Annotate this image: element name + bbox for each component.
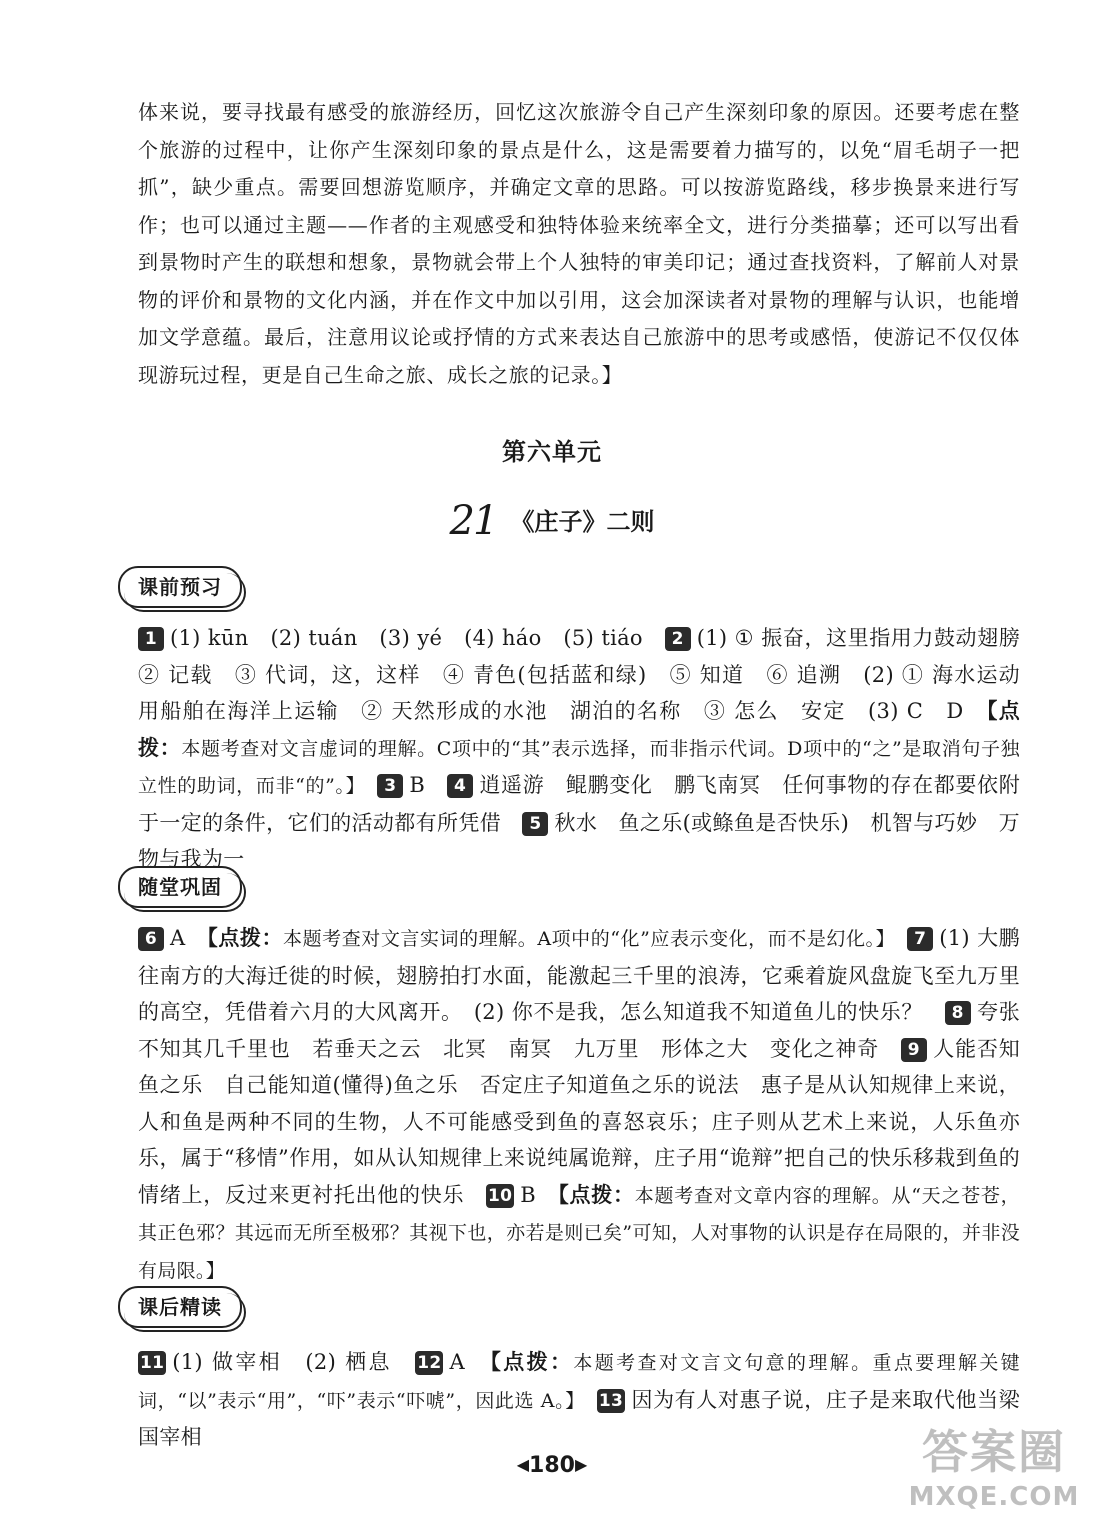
lesson-title: [0, 498, 1104, 544]
question-number: 3: [377, 774, 403, 798]
question-number: 5: [522, 812, 548, 836]
left-arrow-icon: ◀: [516, 1455, 530, 1474]
watermark-logo: [894, 1422, 1094, 1532]
question-number: 13: [598, 1390, 624, 1411]
unit-title: 第六单元: [502, 438, 602, 466]
question-number: 1: [138, 627, 164, 651]
answer-text: 人能否知鱼之乐 自己能知道(懂得)鱼之乐 否定庄子知道鱼之乐的说法 惠子是从认知规律上来说，人和鱼是两种不同的生物，人不可能感受到鱼的喜怒哀乐；庄子则从艺术上来说，人乐鱼亦乐，属于“移情”作用，如从认知规律上来说纯属诡辩，庄子用“诡辩”把自己的快乐移栽到鱼的情绪上，反过来更衬托出他的快乐: [138, 1036, 1020, 1207]
answer-text: A: [449, 1350, 465, 1374]
right-arrow-icon: ▶: [574, 1455, 588, 1474]
tip-label: 【点拨：: [490, 1350, 574, 1374]
answer-text: (1) ① 振奋，这里指用力鼓动翅膀 ② 记载 ③ 代词，这，这样 ④ 青色(包括蓝和绿) ⑤ 知道 ⑥ 追溯 (2) ① 海水运动 用船舶在海洋上运输 ② 天然形成的水池 湖泊的名称 ③ 怎么 安定 (3) C D: [138, 626, 1042, 723]
tip-label: 【点拨：: [558, 1182, 635, 1207]
question-number: 9: [901, 1038, 927, 1062]
section-reading-answers: [138, 1344, 1020, 1456]
section-practice-answers: [138, 920, 1042, 1289]
lesson-number: 21: [449, 498, 497, 544]
lesson-name: 《庄子》二则: [510, 508, 655, 536]
tip-label: 【点拨：: [207, 926, 284, 950]
answer-text: 秋水 鱼之乐(或鲦鱼是否快乐) 机智与巧妙 万物与我为一: [138, 810, 1020, 871]
tip-text: 本题考查对文言文句意的理解。重点要理解关键词，“以”表示“用”，“吓”表示“吓唬”，因此选 A。】: [138, 1352, 1020, 1412]
page-number-value: 180: [529, 1453, 575, 1478]
answer-text: (1) 大鹏往南方的大海迁徙的时候，翅膀拍打水面，能激起三千里的浪涛，它乘着旋风盘旋飞至九万里的高空，凭借着六月的大风离开。 (2) 你不是我，怎么知道我不知道鱼儿的快乐？: [138, 926, 1020, 1024]
section-label-practice: 随堂巩固: [118, 866, 242, 908]
section-label-preview: 课前预习: [118, 566, 242, 608]
question-number: 4: [447, 774, 473, 798]
section-preview-answers: [138, 620, 1042, 878]
answer-text: (1) kūn (2) tuán (3) yé (4) háo (5) tiáo: [170, 626, 643, 650]
intro-paragraph: 体来说，要寻找最有感受的旅游经历，回忆这次旅游令自己产生深刻印象的原因。还要考虑在整个旅游的过程中，让你产生深刻印象的景点是什么，这是需要着力描写的，以免“眉毛胡子一把抓”，缺少重点。需要回想游览顺序，并确定文章的思路。可以按游览路线，移步换景来进行写作；也可以通过主题——作者的主观感受和独特体验来统率全文，进行分类描摹；还可以写出看到景物时产生的联想和想象，景物就会带上个人独特的审美印记；通过查找资料，了解前人对景物的评价和景物的文化内涵，并在作文中加以引用，这会加深读者对景物的理解与认识，也能增加文学意蕴。最后，注意用议论或抒情的方式来表达自己旅游中的思考或感悟，使游记不仅仅体现游玩过程，更是自己生命之旅、成长之旅的记录。】: [138, 100, 1020, 387]
answer-text: B: [409, 773, 426, 797]
tip-text: 本题考查对文章内容的理解。从“天之苍苍，其正色邪？其远而无所至极邪？其视下也，亦若是则已矣”可知，人对事物的认识是存在局限的，并非没有局限。】: [138, 1184, 1020, 1282]
tip-text: 本题考查对文言实词的理解。A项中的“化”应表示变化，而不是幻化。】: [283, 928, 886, 950]
watermark-url: MXQE.COM: [908, 1482, 1080, 1512]
question-number: 12: [417, 1353, 442, 1373]
question-number: 11: [140, 1353, 165, 1373]
answer-text: 因为有人对惠子说，庄子是来取代他当梁国宰相: [138, 1387, 1020, 1449]
answer-text: (1) 做宰相 (2) 栖息: [172, 1350, 392, 1374]
answer-text: 逍遥游 鲲鹏变化 鹏飞南冥 任何事物的存在都要依附于一定的条件，它们的活动都有所凭借: [138, 773, 1020, 835]
question-number: 10: [488, 1185, 513, 1206]
answer-text: B: [520, 1182, 536, 1207]
watermark-title: 答案圈: [922, 1425, 1066, 1479]
answer-text: A: [170, 926, 186, 950]
answer-text: 夸张 不知其几千里也 若垂天之云 北冥 南冥 九万里 形体之大 变化之神奇: [138, 1000, 1042, 1061]
tip-text: 本题考查对文言虚词的理解。C项中的“其”表示选择，而非指示代词。D项中的“之”是取消句子独立性的助词，而非“的”。】: [138, 737, 1020, 797]
section-label-reading: 课后精读: [118, 1286, 242, 1328]
question-number: 2: [665, 627, 691, 651]
tip-label: 【点拨：: [138, 699, 1020, 760]
question-number: 6: [138, 927, 164, 951]
question-number: 7: [907, 927, 933, 951]
question-number: 8: [945, 1001, 971, 1025]
